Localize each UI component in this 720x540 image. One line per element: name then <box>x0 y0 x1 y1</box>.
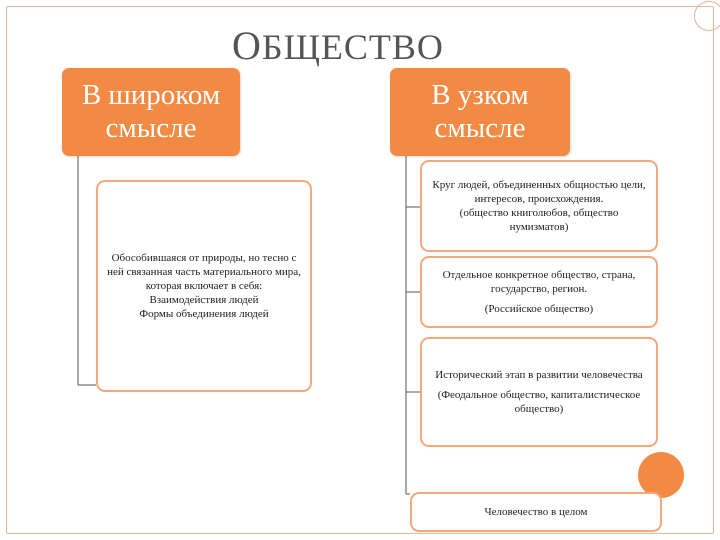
broad-heading-line1: В широком <box>81 79 221 111</box>
title-first-letter: О <box>232 23 262 68</box>
title-rest: БЩЕСТВО <box>261 27 444 67</box>
narrow-card-country <box>420 256 658 328</box>
narrow-heading-line1: В узком <box>431 79 529 111</box>
narrow-card-humanity <box>410 492 662 532</box>
narrow-card-3-example: (Феодальное общество, капиталистическое общество) <box>437 389 641 415</box>
narrow-card-2-text: Отдельное конкретное общество, страна, государство, регион. <box>442 269 636 295</box>
narrow-card-3-text: Исторический этап в развитии человечества <box>435 369 643 381</box>
narrow-card-historical-stage <box>420 337 658 447</box>
broad-item-forms: Формы объединения людей <box>139 308 269 320</box>
broad-item-interactions: Взаимодействия людей <box>149 294 259 306</box>
narrow-card-1-text: Круг людей, объединенных общностью цели, интересов, происхождения. <box>432 179 646 205</box>
broad-sense-heading <box>62 68 240 156</box>
narrow-card-community <box>420 160 658 252</box>
broad-sense-card <box>96 180 312 392</box>
broad-definition: Обособившаяся от природы, но тесно с ней связанная часть материального мира, которая включает в себя: <box>107 252 301 292</box>
narrow-card-4-text: Человечество в целом <box>484 506 588 518</box>
narrow-card-2-example: (Российское общество) <box>484 303 594 315</box>
narrow-heading-line2: смысле <box>434 112 526 144</box>
narrow-card-1-example: (общество книголюбов, общество нумизматов) <box>459 207 619 233</box>
broad-heading-line2: смысле <box>105 112 197 144</box>
narrow-sense-heading <box>390 68 570 156</box>
